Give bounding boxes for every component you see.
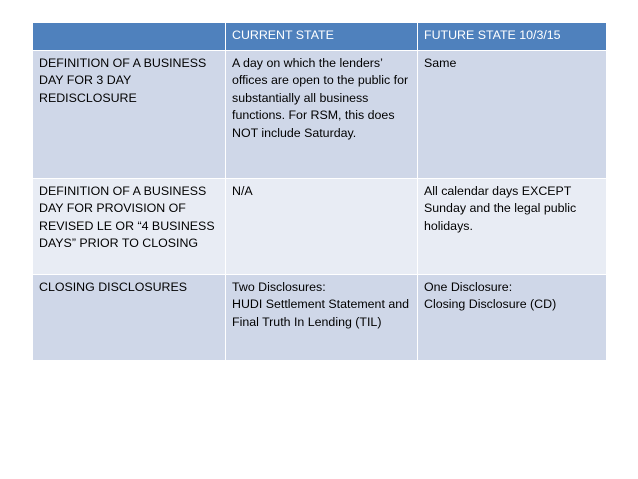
header-cell-current-state: CURRENT STATE xyxy=(226,23,418,51)
cell-current-revised-le: N/A xyxy=(226,179,418,275)
table-row xyxy=(33,51,607,179)
cell-future-redisclosure: Same xyxy=(418,51,607,179)
header-cell-empty xyxy=(33,23,226,51)
table-header-row xyxy=(33,23,607,51)
row-label-closing-disclosures: CLOSING DISCLOSURES xyxy=(33,275,226,361)
cell-current-closing-disclosures: Two Disclosures: HUDI Settlement Statement and Final Truth In Lending (TIL) xyxy=(226,275,418,361)
cell-future-revised-le: All calendar days EXCEPT Sunday and the legal public holidays. xyxy=(418,179,607,275)
table-row xyxy=(33,275,607,361)
header-cell-future-state: FUTURE STATE 10/3/15 xyxy=(418,23,607,51)
cell-future-closing-disclosures: One Disclosure: Closing Disclosure (CD) xyxy=(418,275,607,361)
cell-current-redisclosure: A day on which the lenders’ offices are open to the public for substantially all business functions. For RSM, this does NOT include Saturday. xyxy=(226,51,418,179)
row-label-revised-le-business-day: DEFINITION OF A BUSINESS DAY FOR PROVISION OF REVISED LE OR “4 BUSINESS DAYS” PRIOR TO CLOSING xyxy=(33,179,226,275)
table-row xyxy=(33,179,607,275)
row-label-redisclosure-business-day: DEFINITION OF A BUSINESS DAY FOR 3 DAY REDISCLOSURE xyxy=(33,51,226,179)
comparison-table xyxy=(32,22,607,361)
